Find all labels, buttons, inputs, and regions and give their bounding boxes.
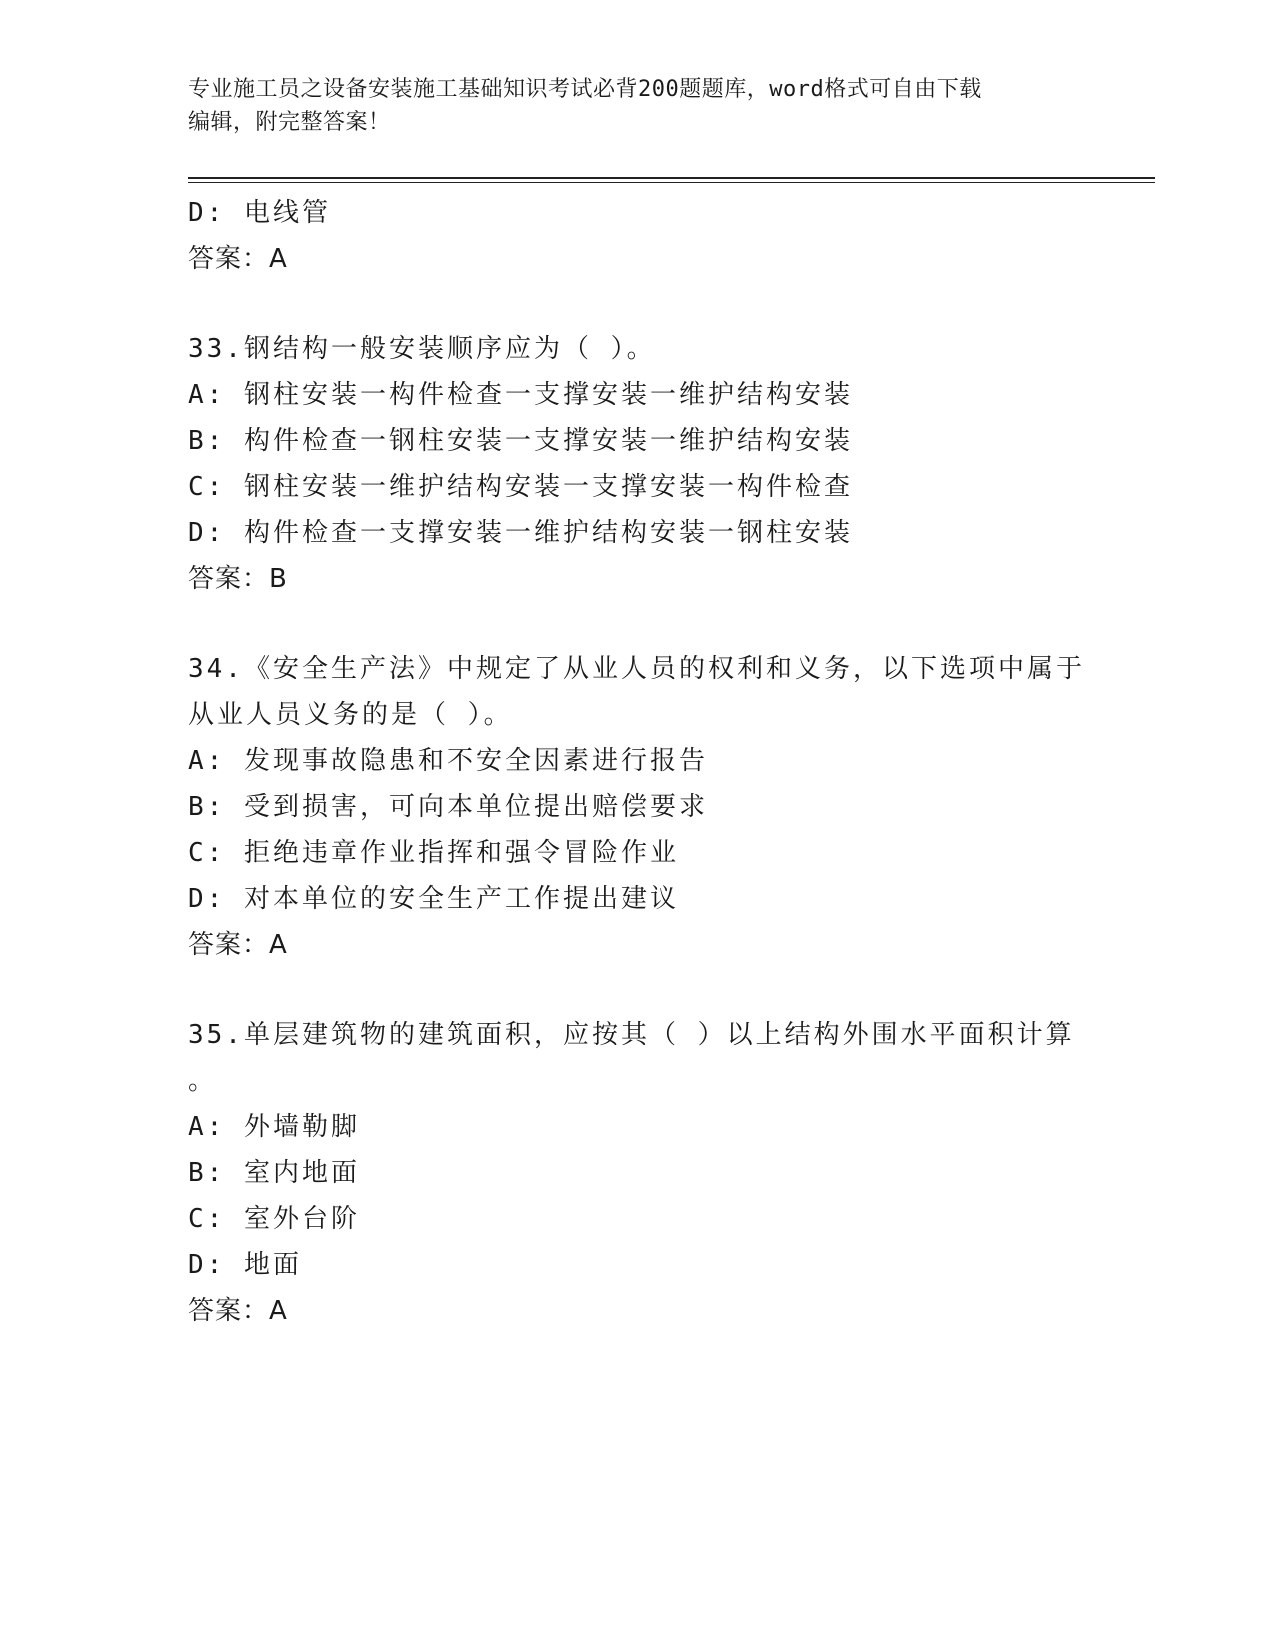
header-divider-thick (188, 177, 1155, 179)
answer-line: 答案：A (188, 244, 288, 274)
option-d: D: 构件检查一支撑安装一维护结构安装一钢柱安装 (188, 518, 853, 548)
option-c: C: 钢柱安装一维护结构安装一支撑安装一构件检查 (188, 472, 853, 502)
option-b: B: 构件检查一钢柱安装一支撑安装一维护结构安装 (188, 426, 853, 456)
document-header (188, 73, 1088, 139)
option-d: D: 地面 (188, 1250, 302, 1280)
question-35 (188, 1012, 1088, 1334)
header-title-line-2: 编辑，附完整答案！ (188, 110, 391, 135)
option-a: A: 钢柱安装一构件检查一支撑安装一维护结构安装 (188, 380, 853, 410)
option-d: D: 电线管 (188, 198, 331, 228)
answer-line: 答案：A (188, 930, 288, 960)
option-c: C: 拒绝违章作业指挥和强令冒险作业 (188, 838, 679, 868)
option-b: B: 受到损害，可向本单位提出赔偿要求 (188, 792, 708, 822)
option-a: A: 外墙勒脚 (188, 1112, 360, 1142)
answer-line: 答案：A (188, 1296, 288, 1326)
question-list (188, 190, 1088, 1334)
question-stem: 34.《安全生产法》中规定了从业人员的权利和义务，以下选项中属于 (188, 654, 1085, 684)
option-c: C: 室外台阶 (188, 1204, 360, 1234)
question-stem-continued: 从业人员义务的是（ ）。 (188, 700, 513, 730)
header-title-line-1: 专业施工员之设备安装施工基础知识考试必背200题题库，word格式可自由下载 (188, 77, 982, 102)
question-stem: 33.钢结构一般安装顺序应为（ ）。 (188, 334, 656, 364)
header-divider-thin (188, 182, 1155, 183)
question-stem-continued: 。 (188, 1066, 218, 1096)
question-stem: 35.单层建筑物的建筑面积，应按其（ ）以上结构外围水平面积计算 (188, 1020, 1075, 1050)
question-34 (188, 646, 1088, 968)
question-33 (188, 326, 1088, 602)
question-32-fragment (188, 190, 1088, 282)
option-b: B: 室内地面 (188, 1158, 360, 1188)
option-d: D: 对本单位的安全生产工作提出建议 (188, 884, 679, 914)
answer-line: 答案：B (188, 564, 288, 594)
option-a: A: 发现事故隐患和不安全因素进行报告 (188, 746, 708, 776)
